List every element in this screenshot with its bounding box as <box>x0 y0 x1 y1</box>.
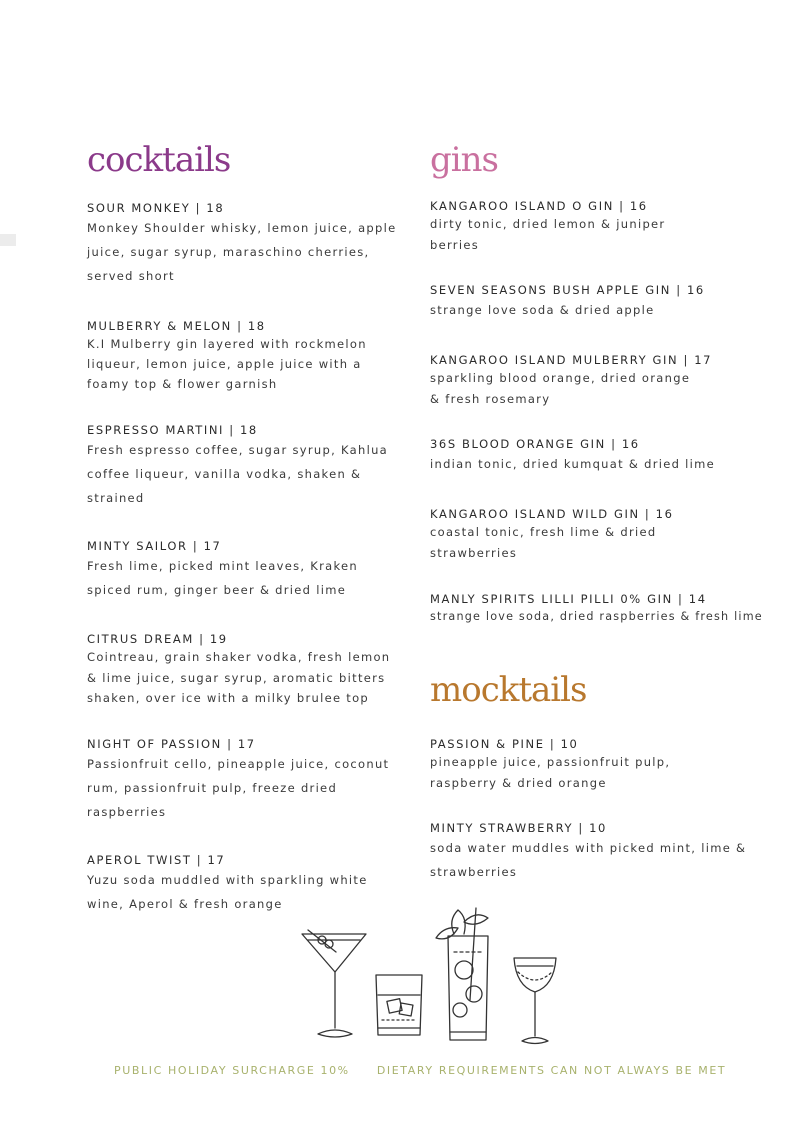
item-name: SOUR MONKEY | 18 <box>87 201 225 215</box>
item-description: dirty tonic, dried lemon & juniper berries <box>430 217 666 252</box>
menu-item <box>87 538 397 602</box>
item-description: Yuzu soda muddled with sparkling white wine, Aperol & fresh orange <box>87 873 368 911</box>
menu-item <box>430 352 775 409</box>
menu-item <box>87 318 397 394</box>
menu-item <box>430 506 775 563</box>
item-description: Monkey Shoulder whisky, lemon juice, apple juice, sugar syrup, maraschino cherries, served short <box>87 221 397 283</box>
item-name: KANGAROO ISLAND MULBERRY GIN | 17 <box>430 353 713 367</box>
menu-item <box>87 422 397 510</box>
coupe-glass-icon <box>514 958 556 1044</box>
gins-title: gins <box>430 140 498 180</box>
menu-item <box>430 198 775 255</box>
item-description: Fresh espresso coffee, sugar syrup, Kahlua coffee liqueur, vanilla vodka, shaken & strained <box>87 443 389 505</box>
item-name: APEROL TWIST | 17 <box>87 853 226 867</box>
surcharge-notice: PUBLIC HOLIDAY SURCHARGE 10% <box>114 1064 350 1077</box>
menu-item <box>430 591 775 628</box>
item-name: NIGHT OF PASSION | 17 <box>87 737 256 751</box>
item-name: 36S BLOOD ORANGE GIN | 16 <box>430 437 640 451</box>
cocktails-section <box>87 140 397 911</box>
item-description: coastal tonic, fresh lime & dried strawberries <box>430 525 657 560</box>
item-name: MINTY STRAWBERRY | 10 <box>430 821 607 835</box>
item-description: strange love soda & dried apple <box>430 303 655 317</box>
mocktails-title: mocktails <box>430 670 587 710</box>
item-description: K.I Mulberry gin layered with rockmelon liqueur, lemon juice, apple juice with a foamy top & flower garnish <box>87 337 367 391</box>
item-description: Cointreau, grain shaker vodka, fresh lemon & lime juice, sugar syrup, aromatic bitters shaken, over ice with a milky brulee top <box>87 650 391 705</box>
rocks-glass-icon <box>376 975 422 1035</box>
martini-glass-icon <box>302 930 366 1037</box>
item-name: MULBERRY & MELON | 18 <box>87 319 266 333</box>
dietary-notice: DIETARY REQUIREMENTS CAN NOT ALWAYS BE MET <box>376 1064 727 1077</box>
cocktails-title: cocktails <box>87 140 231 180</box>
menu-item <box>87 736 397 824</box>
cocktail-glasses-illustration <box>298 900 560 1050</box>
item-name: MANLY SPIRITS LILLI PILLI 0% GIN | 14 <box>430 592 707 606</box>
page-edge-mark <box>0 234 16 246</box>
item-description: sparkling blood orange, dried orange & fresh rosemary <box>430 371 691 406</box>
mocktails-section <box>430 670 775 710</box>
item-description: indian tonic, dried kumquat & dried lime <box>430 457 716 471</box>
footer-notice <box>114 1064 727 1077</box>
item-name: MINTY SAILOR | 17 <box>87 539 222 553</box>
item-description: Fresh lime, picked mint leaves, Kraken spiced rum, ginger beer & dried lime <box>87 559 359 597</box>
menu-item <box>430 436 775 476</box>
menu-item <box>87 200 397 288</box>
item-name: PASSION & PINE | 10 <box>430 737 579 751</box>
item-name: SEVEN SEASONS BUSH APPLE GIN | 16 <box>430 283 705 297</box>
menu-item <box>430 736 775 793</box>
menu-item <box>87 631 397 709</box>
item-name: ESPRESSO MARTINI | 18 <box>87 423 258 437</box>
menu-item <box>430 282 775 322</box>
item-description: strange love soda, dried raspberries & fresh lime <box>430 610 763 623</box>
item-name: CITRUS DREAM | 19 <box>87 632 228 646</box>
item-name: KANGAROO ISLAND O GIN | 16 <box>430 199 648 213</box>
highball-glass-icon <box>436 908 488 1040</box>
item-description: pineapple juice, passionfruit pulp, raspberry & dried orange <box>430 755 671 790</box>
item-name: KANGAROO ISLAND WILD GIN | 16 <box>430 507 674 521</box>
item-description: Passionfruit cello, pineapple juice, coconut rum, passionfruit pulp, freeze dried raspberries <box>87 757 390 819</box>
item-description: soda water muddles with picked mint, lime & strawberries <box>430 841 747 879</box>
gins-section <box>430 140 775 879</box>
menu-item <box>430 820 775 884</box>
